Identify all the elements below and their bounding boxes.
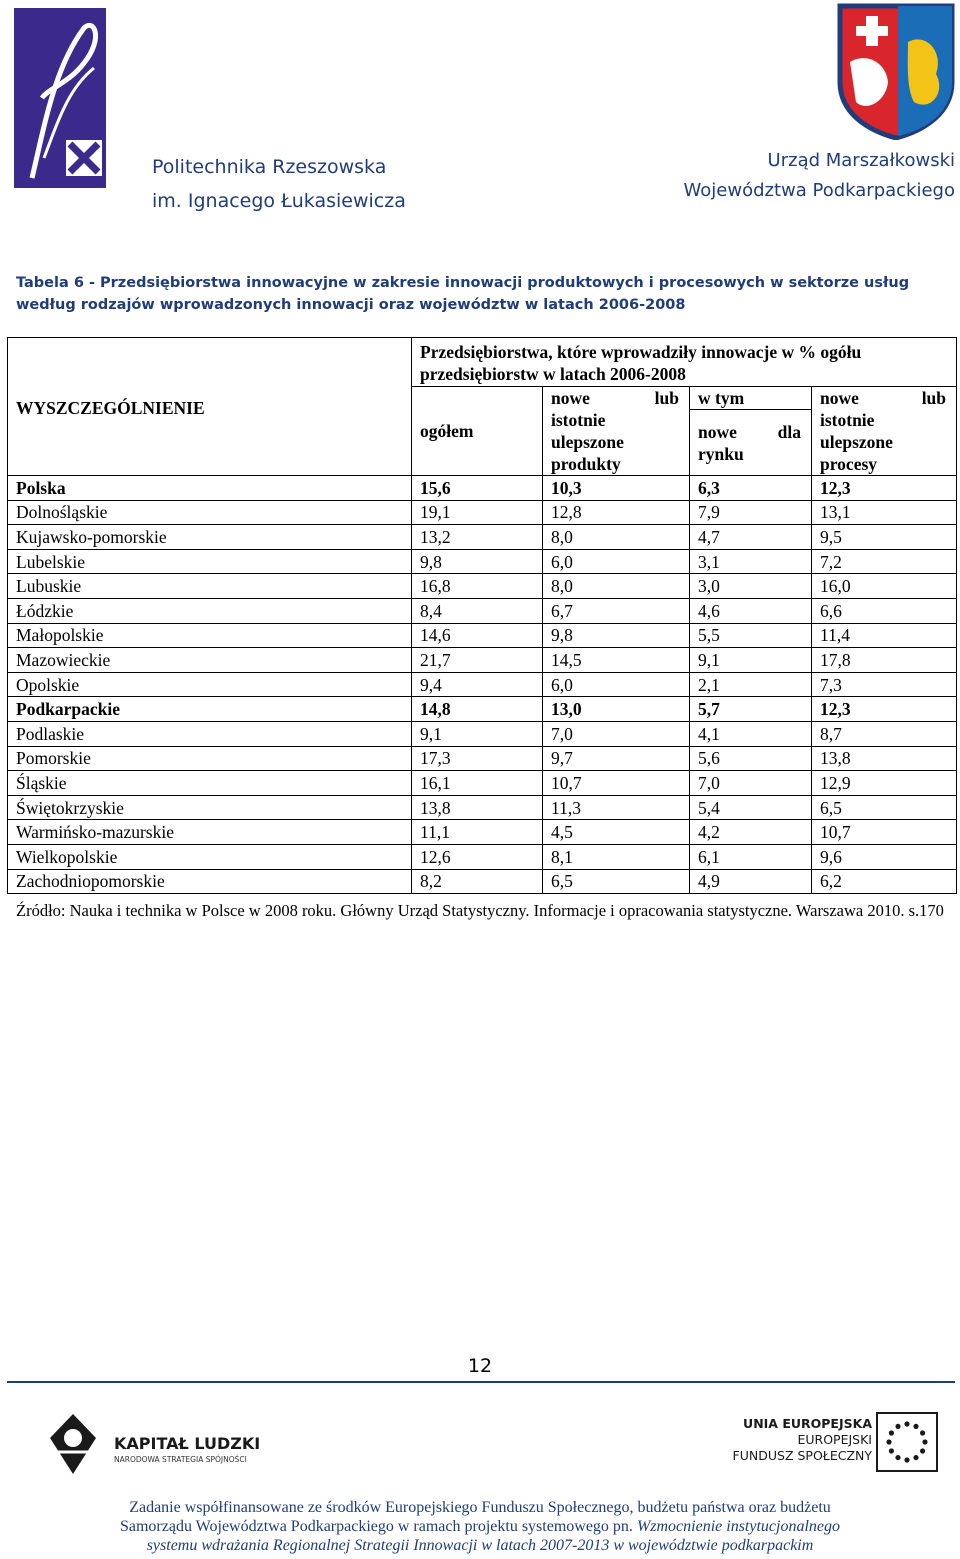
- table-body: [8, 476, 957, 894]
- table-row: [8, 476, 957, 501]
- funding-line3: systemu wdrażania Regionalnej Strategii Innowacji w latach 2007-2013 w województwie podkarpackim: [146, 1537, 814, 1554]
- cell-process: 13,8: [812, 746, 957, 771]
- cell-region: Kujawsko-pomorskie: [8, 525, 412, 550]
- cell-region: Opolskie: [8, 672, 412, 697]
- funding-line2a: Samorządu Województwa Podkarpackiego w ramach projektu systemowego pn.: [119, 1518, 637, 1535]
- kl-title: KAPITAŁ LUDZKI: [114, 1434, 261, 1453]
- cell-total: 14,8: [412, 697, 543, 722]
- university-name: [152, 150, 406, 218]
- cell-total: 13,2: [412, 525, 543, 550]
- cell-products: 12,8: [543, 500, 690, 525]
- cell-region: Małopolskie: [8, 623, 412, 648]
- table-row: [8, 820, 957, 845]
- cell-products: 13,0: [543, 697, 690, 722]
- table-row: [8, 598, 957, 623]
- header-products-e: produkty: [551, 454, 621, 474]
- header-wyszczegolnienie: WYSZCZEGÓLNIENIE: [8, 338, 412, 476]
- eu-star-icon: [889, 1448, 894, 1453]
- kapital-ludzki-logo: [48, 1410, 261, 1480]
- cell-products: 6,7: [543, 598, 690, 623]
- cell-market: 2,1: [690, 672, 812, 697]
- cell-products: 9,7: [543, 746, 690, 771]
- cell-market: 7,0: [690, 771, 812, 796]
- header-market-c: rynku: [698, 443, 744, 464]
- eu-line1: UNIA EUROPEJSKA: [743, 1416, 872, 1431]
- cell-region: Dolnośląskie: [8, 500, 412, 525]
- cell-market: 6,1: [690, 844, 812, 869]
- cell-products: 9,8: [543, 623, 690, 648]
- university-name-line2: im. Ignacego Łukasiewicza: [152, 190, 406, 212]
- table-row: [8, 648, 957, 673]
- cell-total: 21,7: [412, 648, 543, 673]
- funding-line2: [0, 1517, 960, 1536]
- cell-region: Lubuskie: [8, 574, 412, 599]
- cell-total: 9,1: [412, 721, 543, 746]
- table-row: [8, 844, 957, 869]
- cell-products: 14,5: [543, 648, 690, 673]
- table-row: [8, 869, 957, 894]
- cell-products: 4,5: [543, 820, 690, 845]
- header-market: [690, 410, 812, 476]
- cell-total: 8,4: [412, 598, 543, 623]
- cell-region: Polska: [8, 476, 412, 501]
- cell-total: 19,1: [412, 500, 543, 525]
- table-row: [8, 672, 957, 697]
- table-row: [8, 525, 957, 550]
- header-products-d: ulepszone: [551, 432, 624, 452]
- cell-region: Lubelskie: [8, 549, 412, 574]
- table-header-row: [8, 338, 957, 387]
- header-process-a: nowe: [820, 388, 859, 408]
- eu-star-icon: [895, 1455, 900, 1460]
- header-products: [543, 387, 690, 476]
- eu-star-icon: [922, 1439, 927, 1444]
- cell-process: 16,0: [812, 574, 957, 599]
- header-process: [812, 387, 957, 476]
- cell-products: 11,3: [543, 795, 690, 820]
- source-note: Źródło: Nauka i technika w Polsce w 2008 roku. Główny Urząd Statystyczny. Informacje i opracowania statystyczne. Warszawa 2010. s.170: [16, 901, 944, 920]
- header-products-b: lub: [654, 388, 679, 408]
- table-row: [8, 500, 957, 525]
- cell-market: 4,7: [690, 525, 812, 550]
- eu-line2: EUROPEJSKI: [797, 1432, 872, 1447]
- office-name-line2: Województwa Podkarpackiego: [683, 180, 955, 201]
- table-caption: Tabela 6 - Przedsiębiorstwa innowacyjne w zakresie innowacji produktowych i procesowych w sektorze usług według rodzajów wprowadzonych innowacji oraz województw w latach 2006-2008: [16, 275, 910, 313]
- coat-of-arms-icon: [836, 2, 956, 140]
- cell-market: 6,3: [690, 476, 812, 501]
- footer-divider: [7, 1381, 955, 1383]
- eu-star-icon: [920, 1448, 925, 1453]
- cell-total: 13,8: [412, 795, 543, 820]
- table-row: [8, 574, 957, 599]
- cell-products: 6,0: [543, 549, 690, 574]
- cell-products: 8,0: [543, 525, 690, 550]
- cell-products: 6,0: [543, 672, 690, 697]
- cell-process: 11,4: [812, 623, 957, 648]
- cell-process: 10,7: [812, 820, 957, 845]
- university-name-line1: Politechnika Rzeszowska: [152, 156, 387, 178]
- cell-process: 12,3: [812, 476, 957, 501]
- cell-products: 8,0: [543, 574, 690, 599]
- cell-market: 7,9: [690, 500, 812, 525]
- eu-line3: FUNDUSZ SPOŁECZNY: [732, 1448, 872, 1463]
- eu-star-icon: [913, 1424, 918, 1429]
- header-market-a: nowe: [698, 421, 737, 442]
- eu-logo: [722, 1410, 938, 1474]
- cell-products: 10,3: [543, 476, 690, 501]
- header-process-b: lub: [921, 388, 947, 408]
- cell-total: 14,6: [412, 623, 543, 648]
- cell-region: Warmińsko-mazurskie: [8, 820, 412, 845]
- cell-process: 12,3: [812, 697, 957, 722]
- cell-market: 5,7: [690, 697, 812, 722]
- cell-market: 5,4: [690, 795, 812, 820]
- table-row: [8, 721, 957, 746]
- cell-process: 6,6: [812, 598, 957, 623]
- cell-products: 10,7: [543, 771, 690, 796]
- funding-line1: Zadanie współfinansowane ze środków Europejskiego Funduszu Społecznego, budżetu państwa oraz budżetu: [129, 1499, 831, 1516]
- office-name-line1: Urząd Marszałkowski: [767, 150, 955, 171]
- cell-region: Śląskie: [8, 771, 412, 796]
- funding-line2b: Wzmocnienie instytucjonalnego: [636, 1518, 840, 1535]
- cell-region: Podkarpackie: [8, 697, 412, 722]
- eu-star-icon: [895, 1424, 900, 1429]
- table-row: [8, 771, 957, 796]
- cell-market: 3,1: [690, 549, 812, 574]
- table-row: [8, 697, 957, 722]
- header-products-c: istotnie: [551, 410, 606, 430]
- kapital-ludzki-icon: [48, 1412, 98, 1476]
- office-name: [684, 146, 955, 206]
- cell-market: 5,5: [690, 623, 812, 648]
- eu-star-icon: [904, 1457, 909, 1462]
- cell-region: Łódzkie: [8, 598, 412, 623]
- page-number: 12: [467, 1355, 493, 1377]
- cell-market: 4,6: [690, 598, 812, 623]
- cell-region: Wielkopolskie: [8, 844, 412, 869]
- cell-region: Świętokrzyskie: [8, 795, 412, 820]
- cell-total: 16,8: [412, 574, 543, 599]
- cell-region: Mazowieckie: [8, 648, 412, 673]
- eu-text: [733, 1416, 872, 1464]
- cell-total: 8,2: [412, 869, 543, 894]
- innovation-table: [7, 337, 957, 894]
- cell-region: Zachodniopomorskie: [8, 869, 412, 894]
- cell-total: 9,4: [412, 672, 543, 697]
- cell-process: 7,3: [812, 672, 957, 697]
- table-row: [8, 746, 957, 771]
- header-group: Przedsiębiorstwa, które wprowadziły innowacje w % ogółu przedsiębiorstw w latach 2006-2008: [412, 338, 957, 387]
- eu-star-icon: [920, 1430, 925, 1435]
- funding-note: [0, 1498, 960, 1555]
- table-row: [8, 623, 957, 648]
- header-sub-group: w tym: [690, 387, 812, 410]
- cell-total: 16,1: [412, 771, 543, 796]
- cell-market: 4,9: [690, 869, 812, 894]
- prz-logo-icon: [14, 8, 106, 188]
- eu-star-icon: [904, 1421, 909, 1426]
- cell-process: 9,5: [812, 525, 957, 550]
- header-process-c: istotnie: [820, 410, 875, 430]
- header-total: ogółem: [412, 387, 543, 476]
- eu-star-icon: [889, 1430, 894, 1435]
- eu-flag-icon: [876, 1412, 938, 1472]
- cell-products: 8,1: [543, 844, 690, 869]
- cell-market: 4,1: [690, 721, 812, 746]
- cell-process: 6,2: [812, 869, 957, 894]
- eu-star-icon: [913, 1455, 918, 1460]
- cell-process: 13,1: [812, 500, 957, 525]
- table-row: [8, 795, 957, 820]
- cell-process: 9,6: [812, 844, 957, 869]
- cell-process: 7,2: [812, 549, 957, 574]
- header-market-b: dla: [777, 421, 801, 442]
- cell-products: 7,0: [543, 721, 690, 746]
- cell-total: 11,1: [412, 820, 543, 845]
- header-process-e: procesy: [820, 454, 878, 474]
- cell-process: 17,8: [812, 648, 957, 673]
- cell-market: 3,0: [690, 574, 812, 599]
- cell-total: 12,6: [412, 844, 543, 869]
- cell-total: 17,3: [412, 746, 543, 771]
- cell-region: Podlaskie: [8, 721, 412, 746]
- cell-products: 6,5: [543, 869, 690, 894]
- eu-star-icon: [886, 1439, 891, 1444]
- cell-market: 5,6: [690, 746, 812, 771]
- header-products-a: nowe: [551, 388, 590, 408]
- cell-market: 4,2: [690, 820, 812, 845]
- cell-region: Pomorskie: [8, 746, 412, 771]
- cell-total: 15,6: [412, 476, 543, 501]
- cell-total: 9,8: [412, 549, 543, 574]
- table-row: [8, 549, 957, 574]
- cell-process: 12,9: [812, 771, 957, 796]
- cell-process: 6,5: [812, 795, 957, 820]
- cell-process: 8,7: [812, 721, 957, 746]
- cell-market: 9,1: [690, 648, 812, 673]
- kl-subtitle: NARODOWA STRATEGIA SPÓJNOŚCI: [114, 1455, 247, 1464]
- header-process-d: ulepszone: [820, 432, 893, 452]
